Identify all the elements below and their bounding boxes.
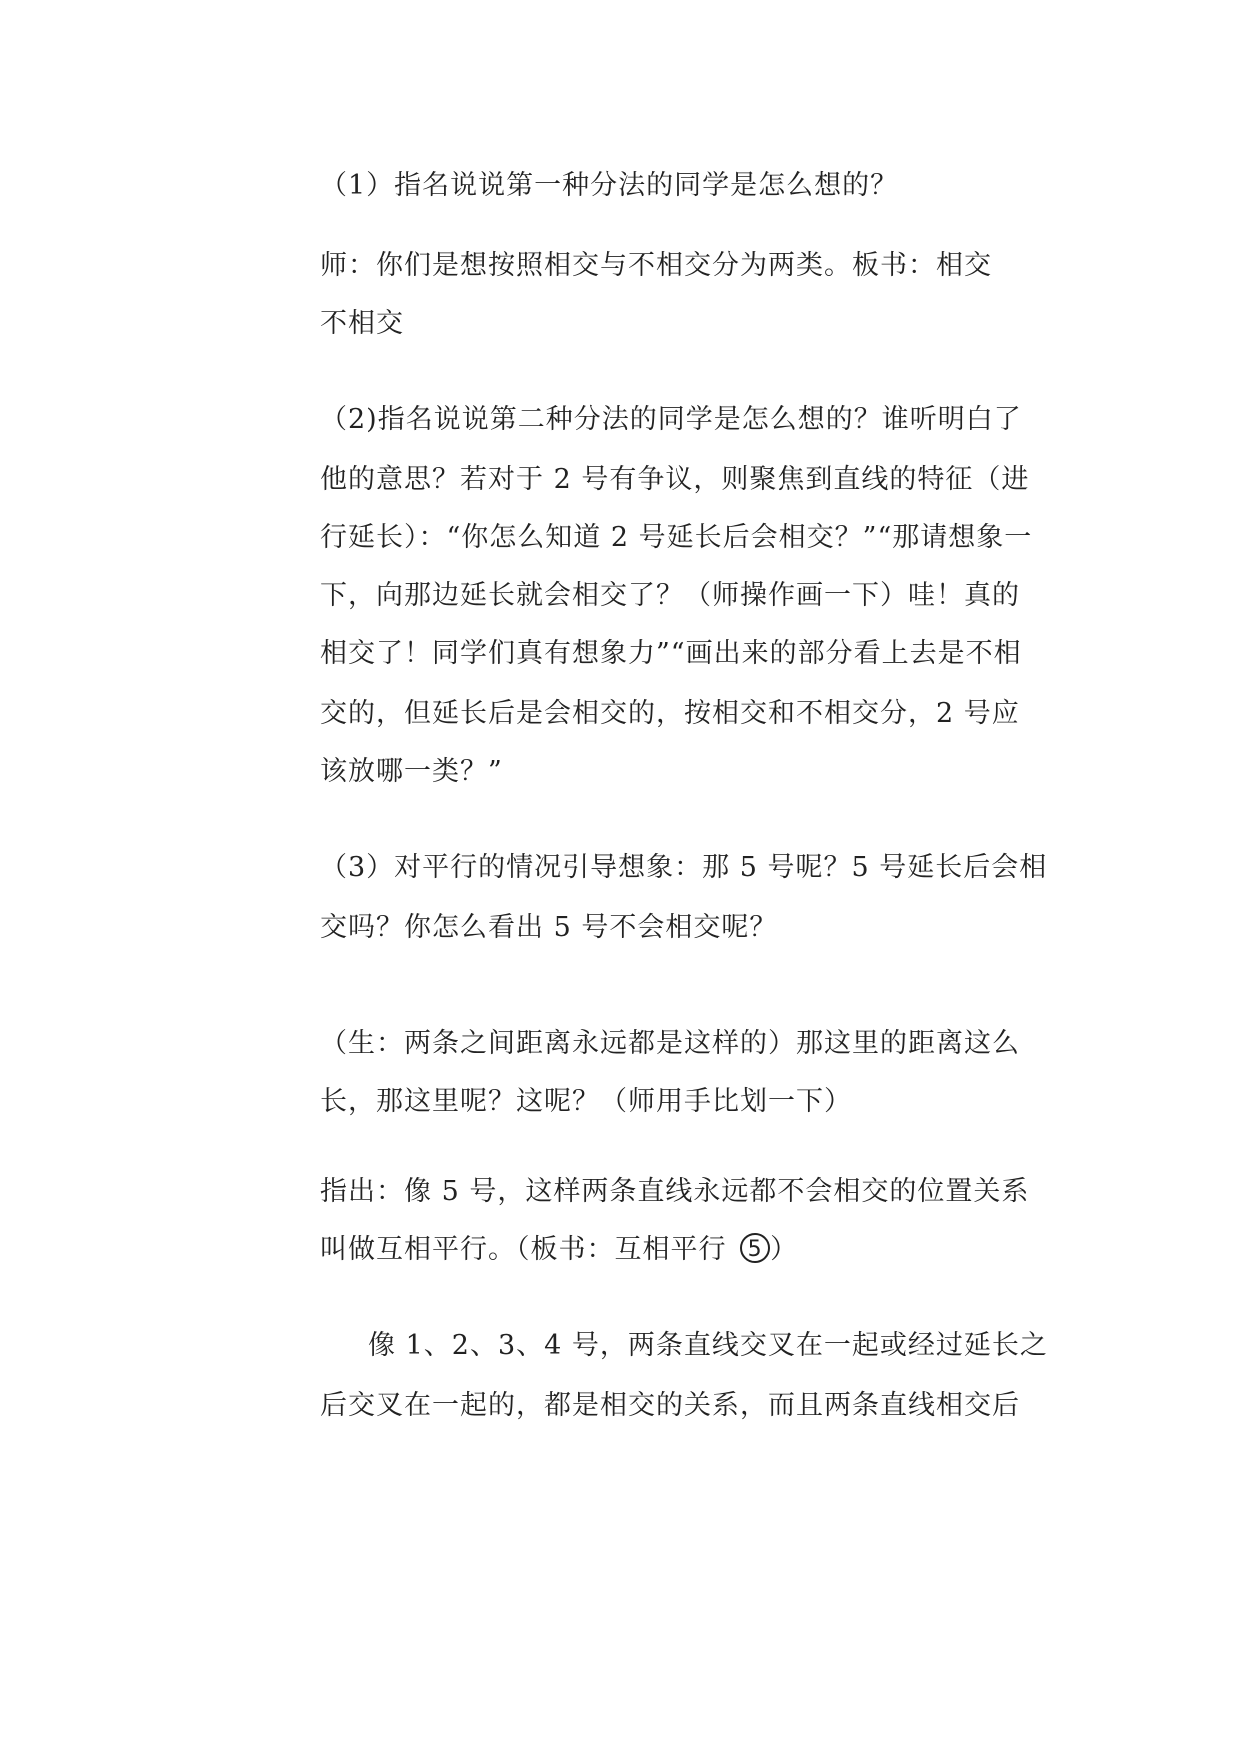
text-line: 师：你们是想按照相交与不相交分为两类。板书：相交 [320, 250, 992, 281]
text-segment: ） [770, 1234, 799, 1265]
text-line: 后交叉在一起的，都是相交的关系，而且两条直线相交后 [320, 1390, 1020, 1421]
text-line [320, 1230, 798, 1270]
text-line: 他的意思？若对于 2 号有争议，则聚焦到直线的特征（进 [320, 464, 1030, 495]
text-line: （2)指名说说第二种分法的同学是怎么想的？谁听明白了 [320, 404, 1022, 435]
circled-number: 5 [740, 1233, 770, 1263]
text-line: （1）指名说说第一种分法的同学是怎么想的？ [320, 170, 899, 201]
text-line: 长，那这里呢？这呢？（师用手比划一下） [320, 1086, 852, 1117]
text-line: 相交了！同学们真有想象力”“画出来的部分看上去是不相 [320, 638, 1022, 669]
text-line: 该放哪一类？” [320, 756, 503, 787]
text-line: 行延长）：“你怎么知道 2 号延长后会相交？”“那请想象一 [320, 522, 1033, 553]
text-line: 不相交 [320, 308, 404, 339]
text-line: 交的，但延长后是会相交的，按相交和不相交分，2 号应 [320, 698, 1020, 729]
text-line: 像 1、2、3、4 号，两条直线交叉在一起或经过延长之 [368, 1330, 1048, 1361]
text-line: （生：两条之间距离永远都是这样的）那这里的距离这么 [320, 1028, 1020, 1059]
text-line: 交吗？你怎么看出 5 号不会相交呢？ [320, 912, 778, 943]
text-line: （3）对平行的情况引导想象：那 5 号呢？5 号延长后会相 [320, 852, 1048, 883]
text-segment: 叫做互相平行。（板书：互相平行 [320, 1234, 737, 1265]
text-line: 指出：像 5 号，这样两条直线永远都不会相交的位置关系 [320, 1176, 1030, 1207]
text-line: 下，向那边延长就会相交了？（师操作画一下）哇！真的 [320, 580, 1020, 611]
